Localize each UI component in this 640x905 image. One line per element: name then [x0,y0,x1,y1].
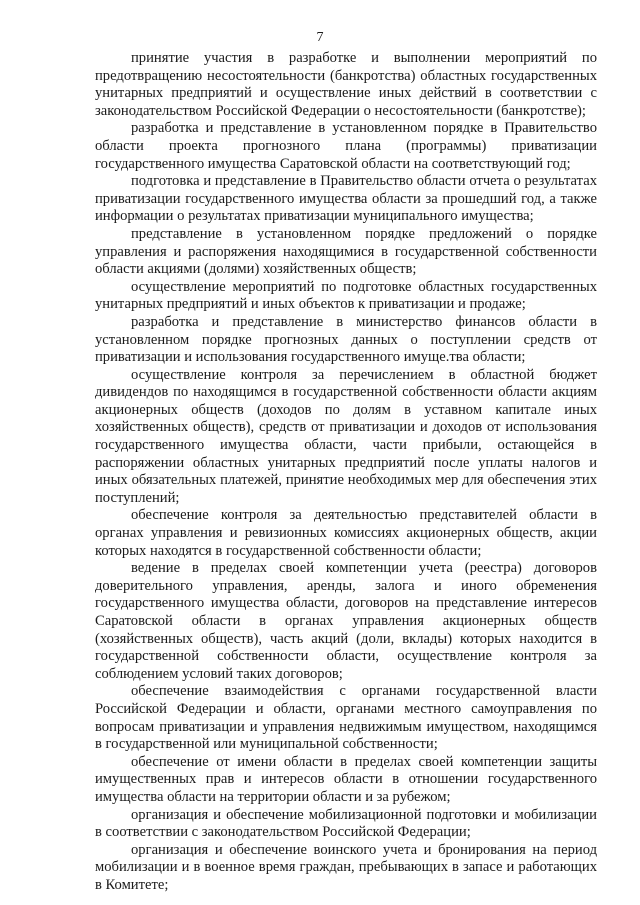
paragraph: обеспечение контроля за деятельностью представителей области в органах управления и ревизионных комиссиях акционерных обществ, акции которых находятся в государственной собственности области; [95,507,597,559]
page-number: 7 [316,30,324,45]
paragraph: организация и обеспечение воинского учета и бронирования на период мобилизации и в военное время граждан, пребывающих в запасе и работающих в Комитете; [95,841,597,893]
paragraph: разработка и представление в министерство финансов области в установленном порядке прогнозных данных о поступлении средств от приватизации и использования государственного имуще.тва области; [95,313,597,366]
paragraph: обеспечение от имени области в пределах своей компетенции защиты имущественных прав и интересов области в отношении государственного имущества области на территории области и за рубежом; [95,753,597,805]
paragraph: подготовка и представление в Правительство области отчета о результатах приватизации государственного имущества области за прошедший год, а также информации о результатах приватизации муниципального имущества; [95,173,597,225]
paragraph: ведение в пределах своей компетенции учета (реестра) договоров доверительного управления, аренды, залога и иного обременения государственного имущества области, договоров на представление интересов Саратовской области в органах управления акционерных обществ (хозяйственных обществ), часть акций (доли, вклады) которых находится в государственной собственности области, осуществление контроля за соблюдением условий таких договоров; [95,560,597,682]
paragraph: обеспечение взаимодействия с органами государственной власти Российской Федерации и области, органами местного самоуправления по вопросам приватизации и управления недвижимым имуществом, находящимся в государственной или муниципальной собственности; [95,683,597,753]
paragraph: принятие участия в разработке и выполнении мероприятий по предотвращению несостоятельности (банкротства) областных государственных унитарных предприятий и осуществление иных действий в соответствии с законодательством Российской Федерации о несостоятельности (банкротстве); [95,50,597,119]
paragraph: осуществление мероприятий по подготовке областных государственных унитарных предприятий и иных объектов к приватизации и продаже; [95,278,597,313]
document-body [95,50,597,895]
paragraph: осуществление контроля за перечислением в областной бюджет дивидендов по находящимся в государственной собственности области акциям акционерных обществ (доходов по долям в уставном капитале иных хозяйственных обществ), средств от приватизации и доходов от использования государственного имущества области, части прибыли, остающейся в распоряжении областных унитарных предприятий после уплаты налогов и иных обязательных платежей, принятие необходимых мер для обеспечения этих поступлений; [95,366,597,506]
paragraph: разработка и представление в установленном порядке в Правительство области проекта прогнозного плана (программы) приватизации государственного имущества Саратовской области на соответствующий год; [95,120,597,172]
paragraph: организация и обеспечение мобилизационной подготовки и мобилизации в соответствии с законодательством Российской Федерации; [95,806,597,841]
paragraph: представление в установленном порядке предложений о порядке управления и распоряжения находящимися в государственной собственности области акциями (долями) хозяйственных обществ; [95,225,597,278]
